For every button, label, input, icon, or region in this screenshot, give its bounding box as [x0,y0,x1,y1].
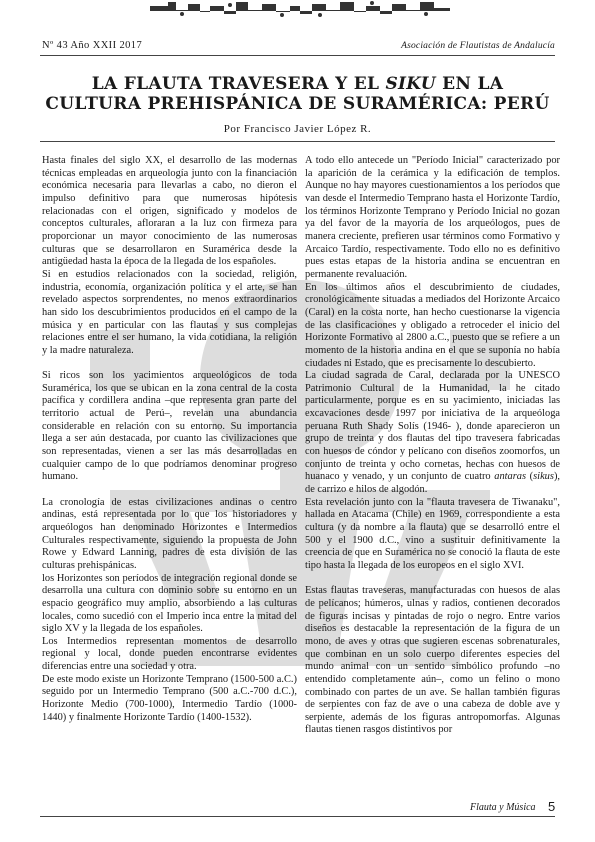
right-paragraph-3-paren: ( [526,471,534,483]
article-author: Por Francisco Javier López R. [223,123,372,135]
right-paragraph-4: Esta revelación junto con la "flauta travesera de Tiwanaku", hallada en Atacama (Chile) en 1969, correspondiente a esta cultura (y da nombre a la flauta) que se desarrolló entre el 500 y el 1900 d.C., vino a sustituir definitivamente la creencia de que en Suramérica no se conoció la flauta de este tipo hasta la llegada de los europeos en el siglo XVI. [305,496,560,571]
author-divider [40,141,555,142]
right-paragraph-3-text: La ciudad sagrada de Caral, declarada por la UNESCO Patrimonio Cultural de la Humanidad, la he citado particularmente, porque es en su yacimiento, iniciadas las excavaciones desde 1997 por iniciativa de la arqueóloga peruana Ruth Shady Solís (1946- ), donde aparecieron un grupo de treinta y dos flautas del tipo travesera fabricadas con huesos de cóndor y pelícano con diseños zoomorfos, un conjunto de treinta y ocho cornetas, hechas con huesos de huanaco y venado, y un conjunto de cuatro [305,370,560,483]
sikus-term: sikus [533,471,554,483]
left-paragraph-1: Hasta finales del siglo XX, el desarrollo de las modernas técnicas empleadas en arqueología junto con la financiación económica necesaria para llevarlas a cabo, no dieron el impulso definitivo para que numerosas hipótesis relacionadas con el origen, significado y modelos de conceptos culturales, afloraran a la luz con firmeza para proporcionar un mayor conocimiento de las numerosas culturas que se desarrollaron en Suramérica desde la antigüedad hasta la época de la llegada de los españoles. [42,155,297,268]
left-paragraph-3: Si ricos son los yacimientos arqueológicos de toda Suramérica, los que se ubican en la zona central de la costa pacífica y cordillera andina –que representa gran parte del territorio actual de Perú–, revelan una abundancia considerable en relación con su entorno. Su importancia llega a ser aún destacada, por cuanto las civilizaciones que son representadas, vienen a ser las más desarrolladas en cualquier campo de lo que podríamos denominar progreso humano. [42,370,297,483]
left-paragraph-6: Los Intermedios representan momentos de desarrollo regional y local, donde pueden encontrarse evidentes diferencias entre una sociedad y otra. [42,635,297,673]
page-number: 5 [548,799,556,814]
left-text-column [42,155,297,724]
right-paragraph-1: A todo ello antecede un "Período Inicial" caracterizado por la aparición de la cerámica y la edificación de templos. Aunque no hay mayores cuestionamientos a los períodos que van desde el Intermedio Temprano hasta el Horizonte Tardío, los términos Horizonte Temprano y Período Inicial no gozan ya del favor de la mayoría de los arqueólogos, pues de manera creciente, prefieren usar términos como Formativo y Arcaico Tardío, respectivamente. Todo ello no es definitivo pues estas etapas de la historia andina se encuentran en permanente revaluación. [305,155,560,280]
left-paragraph-4: La cronología de estas civilizaciones andinas o centro andinas, está representada por lo que los historiadores y arqueólogos han denominado Horizontes e Intermedios Culturales respectivamente, siguiendo la propuesta de John Rowe y Edward Lanning, padres de esta división de las culturas prehispánicas. [42,496,297,571]
pre-columbian-border-ornament [150,0,450,18]
header-divider [40,55,555,56]
title-part-1: LA FLAUTA TRAVESERA Y EL [91,74,386,94]
right-paragraph-3-end: ), de carrizo e hilos de algodón. [305,471,560,496]
left-paragraph-7: De este modo existe un Horizonte Temprano (1500-500 a.C.) seguido por un Intermedio Temprano (500 a.C.-700 d.C.), Horizonte Medio (700-1000), Intermedio Tardío (1000-1440) y finalmente Horizonte Tardío (1400-1532). [42,673,297,723]
left-paragraph-2: Si en estudios relacionados con la sociedad, religión, industria, economía, organización política y el arte, se han revelado aspectos sorprendentes, no menos extraordinarios han sido los descubrimientos producidos en el campo de la música y en particular con las flautas y sus complejas relaciones entre el ser humano, la vida cotidiana, la religión y la madre naturaleza. [42,268,297,356]
issue-info: Nº 43 Año XXII 2017 [42,40,143,51]
title-line-2: CULTURA PREHISPÁNICA DE SURAMÉRICA: PERÚ [45,94,550,114]
right-paragraph-2: En los últimos años el descubrimiento de ciudades, cronológicamente situadas a mediados del Horizonte Arcaico (Caral) en la costa norte, han hecho cuestionarse la vigencia de las clasificaciones y obligado a retroceder el inicio del Horizonte Formativo al 2800 a.C., puesto que se refiere a un momento de la historia andina en el que se suponía no había ciudades ni Estado, que es precisamente lo descubierto. [305,281,560,369]
title-line-1 [40,74,555,94]
association-name: Asociación de Flautistas de Andalucía [401,41,555,51]
footer-divider [40,816,555,817]
right-paragraph-3 [305,370,560,497]
title-italic-word: SIKU [385,74,436,94]
article-title [40,74,555,114]
title-part-2: EN LA [435,74,504,94]
right-paragraph-5: Estas flautas traveseras, manufacturadas con huesos de alas de pelícanos; húmeros, ulnas y radios, contienen decorados de figuras incisas y pintadas de rojo o negro. Entre varios diseños es destacable la representación de la figura de un mono, de aves y otras que sugieren escenas sobrenaturales, que combinan en un solo cuerpo diferentes especies del mundo animal con un sentido simbólico profundo –no entendido completamente aún–, como un felino o mono combinado con partes de un ave. Se hallan también figuras de serpientes con faz de ave o una cabeza de doble ave y serpiente, además de los figuras antropomorfas. Algunas flautas tienen rasgos distintivos por [305,585,560,736]
left-paragraph-5: los Horizontes son períodos de integración regional donde se desarrolla una cultura con dominio sobre su entorno en un espacio geográfico muy amplio, absorbiendo a las culturas locales, como sucedió con el Imperio inca entre la mitad del siglo XV y la llegada de los españoles. [42,572,297,635]
antaras-term: antaras [494,471,527,483]
right-text-column [305,155,560,737]
magazine-name: Flauta y Música [470,802,536,813]
